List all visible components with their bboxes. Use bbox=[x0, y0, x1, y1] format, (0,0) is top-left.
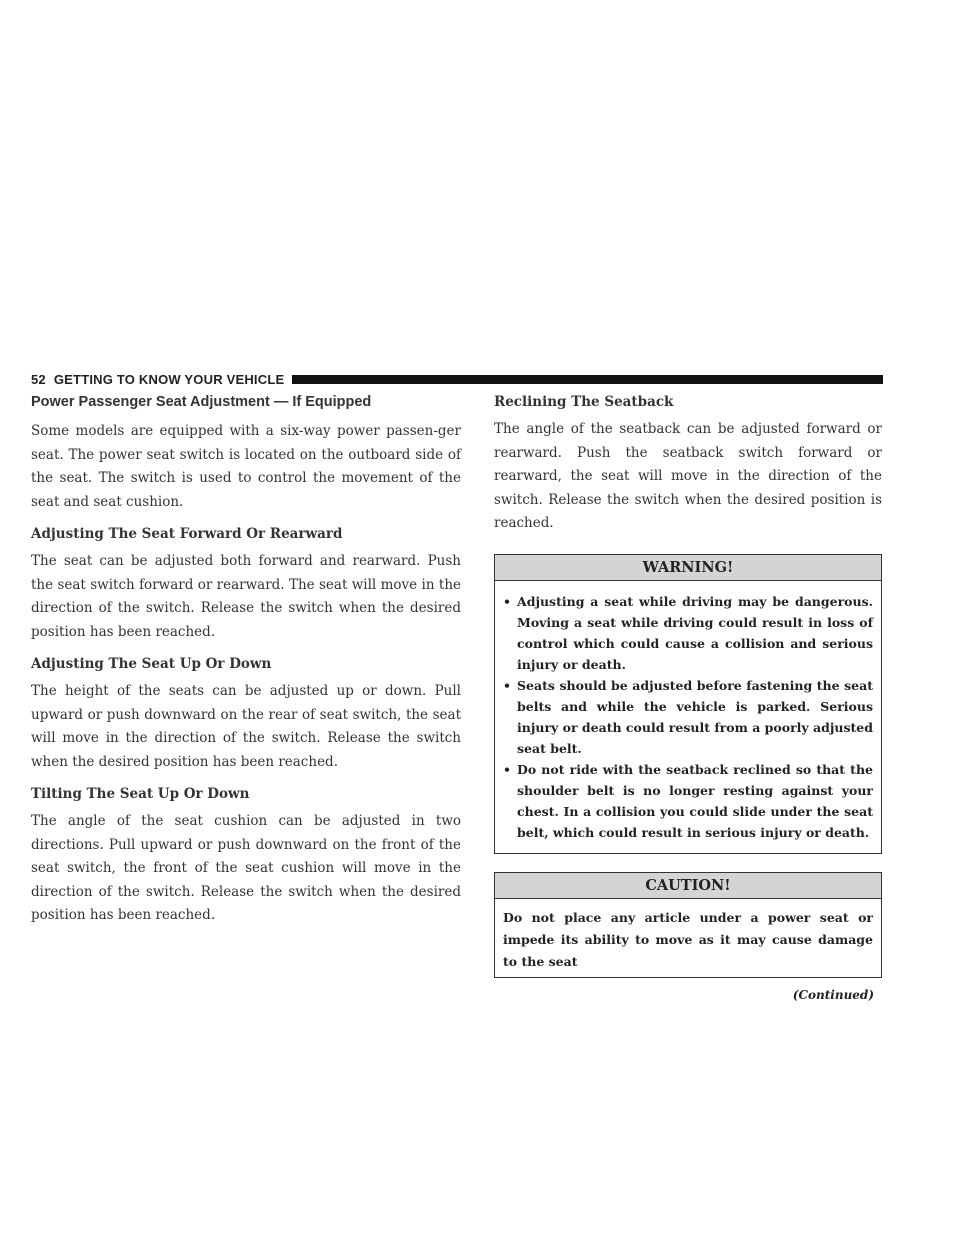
intro-paragraph: Some models are equipped with a six-way power passen-ger seat. The power seat switch is located on the outboard side of the seat. The switch is used to control the movement of the seat and seat cushion. bbox=[31, 423, 461, 510]
paragraph-forward-rearward: The seat can be adjusted both forward and rearward. Push the seat switch forward or rearward. The seat will move in the direction of the switch. Release the switch when the desired position has been reached. bbox=[31, 553, 461, 640]
subheading-forward-rearward: Adjusting The Seat Forward Or Rearward bbox=[31, 526, 343, 542]
warning-list bbox=[495, 581, 881, 853]
warning-item-text: Seats should be adjusted before fastening the seat belts and while the vehicle is parked. Serious injury or death could result from a poorly adjusted seat belt. bbox=[517, 677, 873, 756]
section-title: GETTING TO KNOW YOUR VEHICLE bbox=[53, 371, 285, 387]
caution-text: Do not place any article under a power seat or impede its ability to move as it may cause damage to the seat bbox=[503, 909, 873, 969]
warning-item bbox=[503, 759, 873, 843]
bullet-icon: • bbox=[503, 593, 511, 609]
page-number: 52 bbox=[31, 371, 46, 387]
bullet-icon: • bbox=[503, 677, 511, 693]
header-rule bbox=[292, 375, 883, 384]
warning-item-text: Do not ride with the seatback reclined so that the shoulder belt is no longer resting against your chest. In a collision you could slide under the seat belt, which could result in serious injury or death. bbox=[517, 761, 873, 840]
subheading-reclining: Reclining The Seatback bbox=[494, 394, 674, 410]
subheading-tilting: Tilting The Seat Up Or Down bbox=[31, 786, 250, 802]
paragraph-reclining: The angle of the seatback can be adjusted forward or rearward. Push the seatback switch forward or rearward, the seat will move in the direction of the switch. Release the switch when the desired position is reached. bbox=[494, 421, 882, 531]
warning-title: WARNING! bbox=[495, 555, 881, 581]
caution-title: CAUTION! bbox=[495, 873, 881, 899]
warning-item bbox=[503, 591, 873, 675]
caution-box bbox=[494, 872, 882, 978]
subheading-up-down: Adjusting The Seat Up Or Down bbox=[31, 656, 272, 672]
warning-box bbox=[494, 554, 882, 854]
paragraph-up-down: The height of the seats can be adjusted up or down. Pull upward or push downward on the rear of seat switch, the seat will move in the direction of the switch. Release the switch when the desired position has been reached. bbox=[31, 683, 461, 770]
continued-note: (Continued) bbox=[792, 987, 874, 1002]
left-column bbox=[31, 394, 461, 928]
page-header bbox=[31, 368, 883, 390]
bullet-icon: • bbox=[503, 761, 511, 777]
warning-item bbox=[503, 675, 873, 759]
section-heading: Power Passenger Seat Adjustment — If Equipped bbox=[31, 394, 372, 410]
paragraph-tilting: The angle of the seat cushion can be adjusted in two directions. Pull upward or push downward on the front of the seat switch, the front of the seat cushion will move in the direction of the switch. Release the switch when the desired position has been reached. bbox=[31, 813, 461, 923]
right-column bbox=[494, 394, 882, 1002]
warning-item-text: Adjusting a seat while driving may be dangerous. Moving a seat while driving could result in loss of control which could cause a collision and serious injury or death. bbox=[517, 593, 873, 672]
